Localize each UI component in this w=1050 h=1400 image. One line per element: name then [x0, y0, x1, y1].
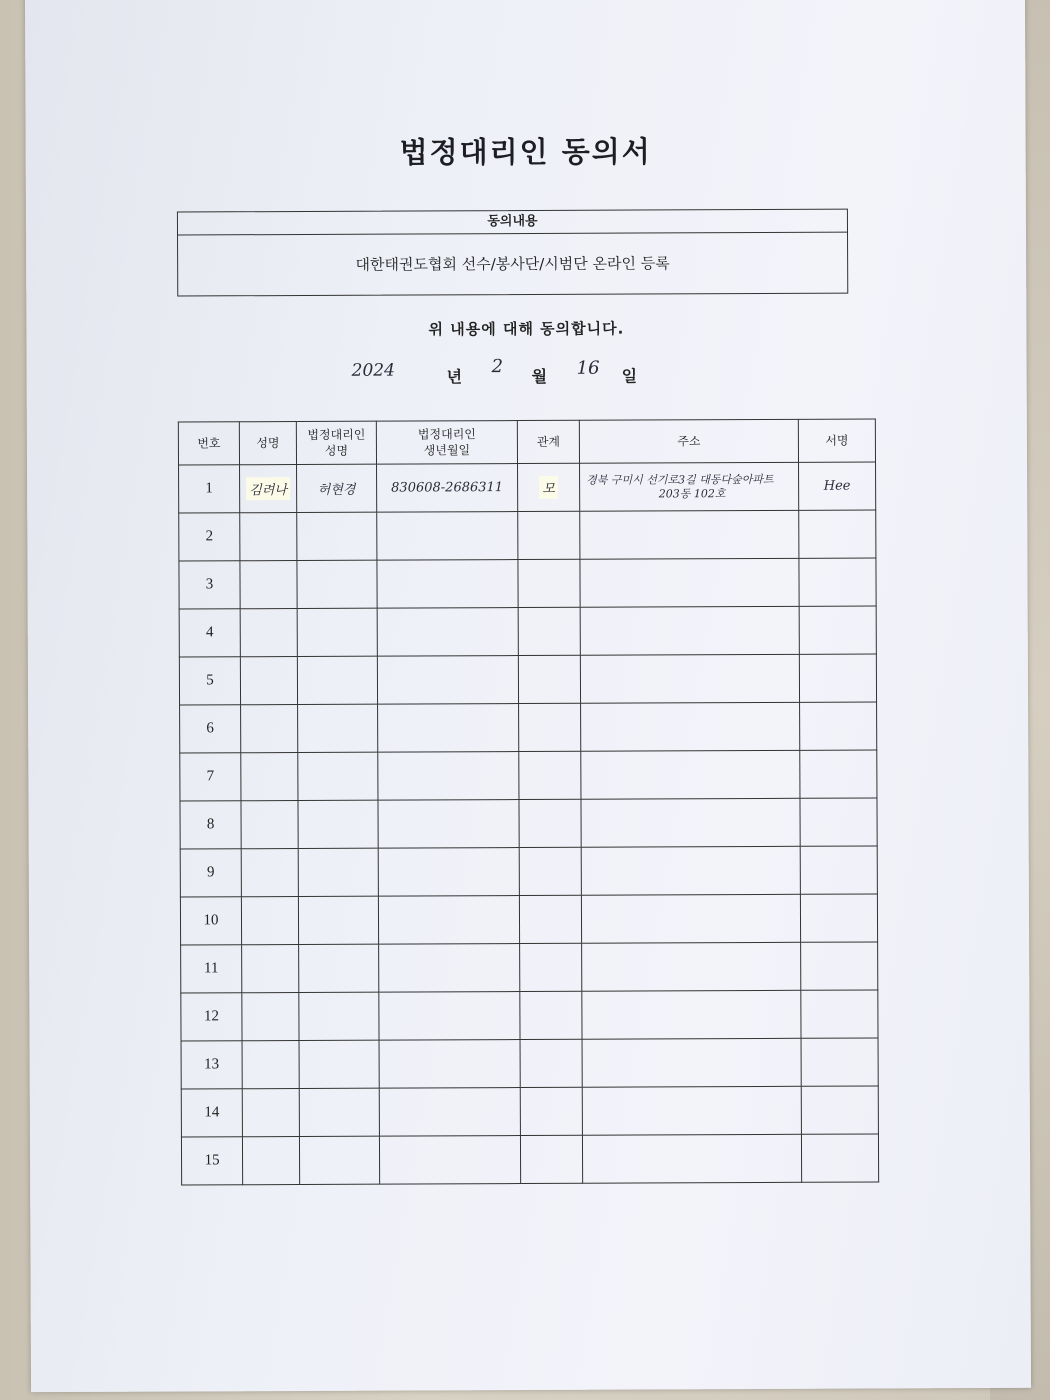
row-guardian-birth: [379, 992, 520, 1041]
date-line: [352, 357, 652, 394]
row-address: [580, 510, 799, 559]
row-signature: [799, 606, 876, 654]
row-relation: [520, 943, 582, 991]
row-address: [581, 894, 800, 943]
table-row: [180, 846, 877, 897]
row-guardian-name: [297, 608, 377, 656]
row-address: [582, 1134, 801, 1183]
row-name: [241, 849, 298, 897]
row-name: [240, 657, 297, 705]
row-name: [242, 1089, 299, 1137]
row-name: [241, 801, 298, 849]
header-signature: 서명: [798, 419, 875, 462]
row-address-line2: 203동 102호: [658, 486, 726, 500]
row-name: [240, 609, 297, 657]
row-relation: [519, 847, 581, 895]
row-address: [582, 942, 801, 991]
row-address: [581, 750, 800, 799]
row-relation: [520, 991, 582, 1039]
row-name: [241, 897, 298, 945]
header-guardian-name-line2: 성명: [324, 443, 349, 458]
row-guardian-birth: [379, 1040, 520, 1089]
row-guardian-birth: [377, 608, 518, 657]
row-number: 15: [181, 1137, 242, 1185]
row-relation: [518, 655, 580, 703]
row-guardian-name: [298, 848, 378, 896]
row-guardian-name: [299, 944, 379, 992]
header-name: 성명: [239, 422, 296, 465]
row-relation: [518, 559, 580, 607]
row-relation: [519, 799, 581, 847]
table-row: [181, 1038, 878, 1089]
table-row: [180, 894, 877, 945]
row-name: [240, 465, 297, 513]
row-signature: [801, 990, 878, 1038]
row-guardian-name: [299, 1040, 379, 1088]
consent-form-paper: [25, 0, 1031, 1392]
header-guardian-birth-line2: 생년월일: [423, 443, 471, 458]
row-signature: [800, 894, 877, 942]
row-number: 14: [181, 1089, 242, 1137]
table-row: [179, 606, 876, 657]
row-guardian-birth: [377, 656, 518, 705]
row-guardian-birth: [379, 1088, 520, 1137]
table-row: [180, 750, 877, 801]
row-address: [580, 558, 799, 607]
header-relation: 관계: [517, 420, 579, 463]
row-number: 6: [180, 705, 241, 753]
date-day: 16: [576, 357, 600, 379]
row-address: [582, 990, 801, 1039]
row-address: [582, 1038, 801, 1087]
row-signature: [799, 510, 876, 558]
date-month: 2: [491, 356, 504, 378]
agreement-statement: 위 내용에 대해 동의합니다.: [428, 319, 625, 339]
row-name: [240, 513, 297, 561]
row-guardian-name: 허현경: [297, 464, 377, 512]
row-relation-text: 모: [539, 476, 558, 499]
row-guardian-name: [299, 1088, 379, 1136]
date-month-unit: 월: [531, 366, 548, 386]
row-guardian-name: [297, 656, 377, 704]
row-number: 3: [179, 561, 240, 609]
table-row: [181, 1134, 878, 1185]
row-guardian-name: [299, 992, 379, 1040]
row-guardian-birth: [379, 944, 520, 993]
row-number: 1: [179, 465, 240, 513]
row-signature: [799, 558, 876, 606]
row-name-text: 김려나: [246, 477, 290, 500]
row-signature: Hee: [799, 462, 876, 510]
row-guardian-name: [298, 896, 378, 944]
row-signature: [800, 798, 877, 846]
header-number: 번호: [178, 422, 239, 465]
row-guardian-birth: [378, 800, 519, 849]
table-row: [181, 1086, 878, 1137]
header-address: 주소: [579, 419, 798, 463]
row-signature: [799, 654, 876, 702]
row-relation: [520, 1039, 582, 1087]
row-number: 9: [180, 849, 241, 897]
table-row: [179, 510, 876, 561]
row-guardian-birth: 830608-2686311: [377, 464, 518, 513]
table-row: [180, 798, 877, 849]
row-number: 10: [180, 897, 241, 945]
table-row: [180, 702, 877, 753]
table-row: [181, 990, 878, 1041]
row-signature: [801, 942, 878, 990]
row-signature: [800, 750, 877, 798]
row-number: 12: [181, 993, 242, 1041]
row-guardian-birth: [378, 896, 519, 945]
row-guardian-name: [298, 800, 378, 848]
header-guardian-birth-line1: 법정대리인: [417, 427, 476, 442]
row-address: [581, 846, 800, 895]
row-signature: [800, 846, 877, 894]
row-guardian-birth: [377, 512, 518, 561]
table-row: [181, 942, 878, 993]
row-name: [240, 561, 297, 609]
row-address: [581, 798, 800, 847]
row-number: 8: [180, 801, 241, 849]
row-address: [580, 654, 799, 703]
row-guardian-name: [297, 560, 377, 608]
row-number: 4: [179, 609, 240, 657]
header-guardian-name-line1: 법정대리인: [307, 427, 366, 442]
row-signature: [801, 1038, 878, 1086]
row-relation: [518, 511, 580, 559]
row-number: 11: [181, 945, 242, 993]
row-name: [242, 1137, 299, 1185]
row-relation: [519, 703, 581, 751]
row-guardian-birth: [377, 560, 518, 609]
row-address-line1: 경북 구미시 선기로3길 대동다숲아파트: [586, 472, 774, 487]
row-relation: [519, 895, 581, 943]
row-guardian-name: [298, 752, 378, 800]
row-guardian-name: [299, 1136, 379, 1184]
row-guardian-name: [298, 704, 378, 752]
table-row: [179, 558, 876, 609]
consent-content-header: 동의내용: [178, 210, 847, 236]
row-name: [242, 993, 299, 1041]
row-name: [241, 753, 298, 801]
guardian-roster-table: [178, 418, 879, 1185]
row-relation: [518, 607, 580, 655]
header-guardian-birth: [376, 421, 517, 465]
row-name: [241, 705, 298, 753]
row-number: 13: [181, 1041, 242, 1089]
row-guardian-birth: [378, 704, 519, 753]
row-address: [580, 606, 799, 655]
table-header-row: [178, 419, 875, 465]
row-address: [582, 1086, 801, 1135]
row-number: 7: [180, 753, 241, 801]
document-title: 법정대리인 동의서: [399, 134, 652, 170]
row-signature: [801, 1086, 878, 1134]
consent-content-box: [177, 209, 848, 297]
table-row: [179, 654, 876, 705]
date-year: 2024: [351, 360, 395, 381]
row-guardian-name: [297, 512, 377, 560]
header-guardian-name: [296, 421, 376, 464]
row-name: [242, 1041, 299, 1089]
row-address: [581, 702, 800, 751]
row-address: [580, 462, 799, 511]
row-name: [242, 945, 299, 993]
row-guardian-birth: [378, 752, 519, 801]
row-relation: [520, 1087, 582, 1135]
row-relation: [519, 751, 581, 799]
row-signature: [801, 1134, 878, 1182]
row-number: 5: [179, 657, 240, 705]
row-relation: [520, 1135, 582, 1183]
consent-content-body: 대한태권도협회 선수/봉사단/시범단 온라인 등록: [355, 254, 670, 274]
row-guardian-birth: [378, 848, 519, 897]
row-number: 2: [179, 513, 240, 561]
date-year-unit: 년: [446, 367, 463, 387]
date-day-unit: 일: [621, 366, 638, 386]
row-guardian-birth: [379, 1136, 520, 1185]
row-signature: [800, 702, 877, 750]
table-row: [179, 462, 876, 513]
row-relation: [518, 463, 580, 511]
